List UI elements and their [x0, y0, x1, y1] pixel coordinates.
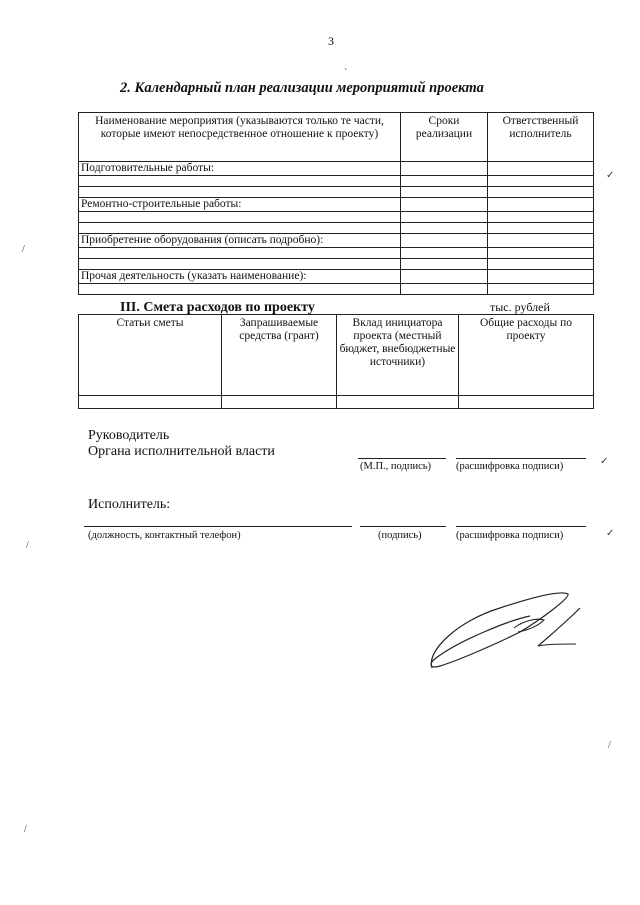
head-decode-caption: (расшифровка подписи) — [456, 461, 564, 472]
plan-cell — [401, 223, 488, 234]
budget-col-contribution: Вклад инициатора проекта (местный бюджет, внебюджетные источники) — [337, 315, 459, 396]
budget-row-empty — [79, 396, 594, 409]
budget-table — [78, 314, 594, 409]
margin-mark: ✓ — [606, 528, 615, 539]
plan-cell — [401, 187, 488, 198]
exec-position-caption: (должность, контактный телефон) — [88, 530, 241, 541]
plan-cell — [488, 176, 594, 187]
exec-sign-line — [360, 526, 446, 527]
plan-cell — [401, 176, 488, 187]
plan-col-deadline: Сроки реализации — [401, 113, 488, 162]
plan-cell — [401, 270, 488, 284]
scan-mark: ` — [344, 68, 348, 79]
plan-cell — [401, 198, 488, 212]
plan-cell — [79, 176, 401, 187]
plan-row-empty — [79, 259, 594, 270]
margin-mark: / — [608, 740, 611, 751]
handwritten-signature — [420, 580, 600, 680]
exec-sign-caption: (подпись) — [378, 530, 422, 541]
plan-cell — [488, 270, 594, 284]
plan-cell — [488, 198, 594, 212]
budget-cell — [79, 396, 222, 409]
head-label: Руководитель — [88, 428, 170, 443]
plan-row-construction — [79, 198, 594, 212]
plan-category: Приобретение оборудования (описать подробно): — [79, 234, 401, 248]
page-number: 3 — [328, 34, 334, 48]
plan-cell — [79, 223, 401, 234]
budget-header-row — [79, 315, 594, 396]
plan-cell — [488, 248, 594, 259]
plan-cell — [401, 234, 488, 248]
exec-decode-line — [456, 526, 586, 527]
plan-cell — [488, 187, 594, 198]
plan-row-empty — [79, 176, 594, 187]
head-sign-line — [358, 458, 446, 459]
plan-header-row — [79, 113, 594, 162]
head-sign-caption: (М.П., подпись) — [360, 461, 432, 472]
plan-row-equipment — [79, 234, 594, 248]
plan-cell — [79, 259, 401, 270]
plan-cell — [79, 212, 401, 223]
plan-row-empty — [79, 187, 594, 198]
margin-mark: ✓ — [600, 456, 609, 467]
margin-mark: / — [22, 244, 25, 255]
plan-cell — [488, 162, 594, 176]
plan-cell — [401, 212, 488, 223]
plan-col-name: Наименование мероприятия (указываются только те части, которые имеют непосредственное отношение к проекту) — [79, 113, 401, 162]
plan-cell — [79, 187, 401, 198]
calendar-plan-title: 2. Календарный план реализации мероприятий проекта — [120, 80, 484, 96]
budget-col-items: Статьи сметы — [79, 315, 222, 396]
exec-position-line — [84, 526, 352, 527]
plan-cell — [401, 162, 488, 176]
plan-row-prep — [79, 162, 594, 176]
plan-row-other — [79, 270, 594, 284]
plan-row-empty — [79, 284, 594, 295]
plan-cell — [488, 223, 594, 234]
plan-category: Ремонтно-строительные работы: — [79, 198, 401, 212]
budget-cell — [337, 396, 459, 409]
plan-col-responsible: Ответственный исполнитель — [488, 113, 594, 162]
plan-cell — [79, 248, 401, 259]
plan-row-empty — [79, 223, 594, 234]
plan-category: Прочая деятельность (указать наименование): — [79, 270, 401, 284]
margin-mark: ✓ — [606, 170, 615, 181]
calendar-plan-table — [78, 112, 594, 295]
head-decode-line — [456, 458, 586, 459]
budget-title: III. Смета расходов по проекту — [120, 300, 315, 315]
plan-cell — [488, 284, 594, 295]
plan-row-empty — [79, 248, 594, 259]
plan-cell — [401, 259, 488, 270]
plan-cell — [79, 284, 401, 295]
head-org-label: Органа исполнительной власти — [88, 444, 275, 459]
plan-row-empty — [79, 212, 594, 223]
currency-note: тыс. рублей — [490, 300, 550, 314]
plan-cell — [401, 284, 488, 295]
budget-cell — [459, 396, 594, 409]
exec-decode-caption: (расшифровка подписи) — [456, 530, 564, 541]
plan-cell — [488, 234, 594, 248]
plan-category: Подготовительные работы: — [79, 162, 401, 176]
executor-label: Исполнитель: — [88, 497, 171, 512]
budget-col-requested: Запрашиваемые средства (грант) — [222, 315, 337, 396]
budget-col-total: Общие расходы по проекту — [459, 315, 594, 396]
budget-cell — [222, 396, 337, 409]
plan-cell — [488, 212, 594, 223]
margin-mark: / — [24, 824, 27, 835]
plan-cell — [401, 248, 488, 259]
margin-mark: / — [26, 540, 29, 551]
plan-cell — [488, 259, 594, 270]
